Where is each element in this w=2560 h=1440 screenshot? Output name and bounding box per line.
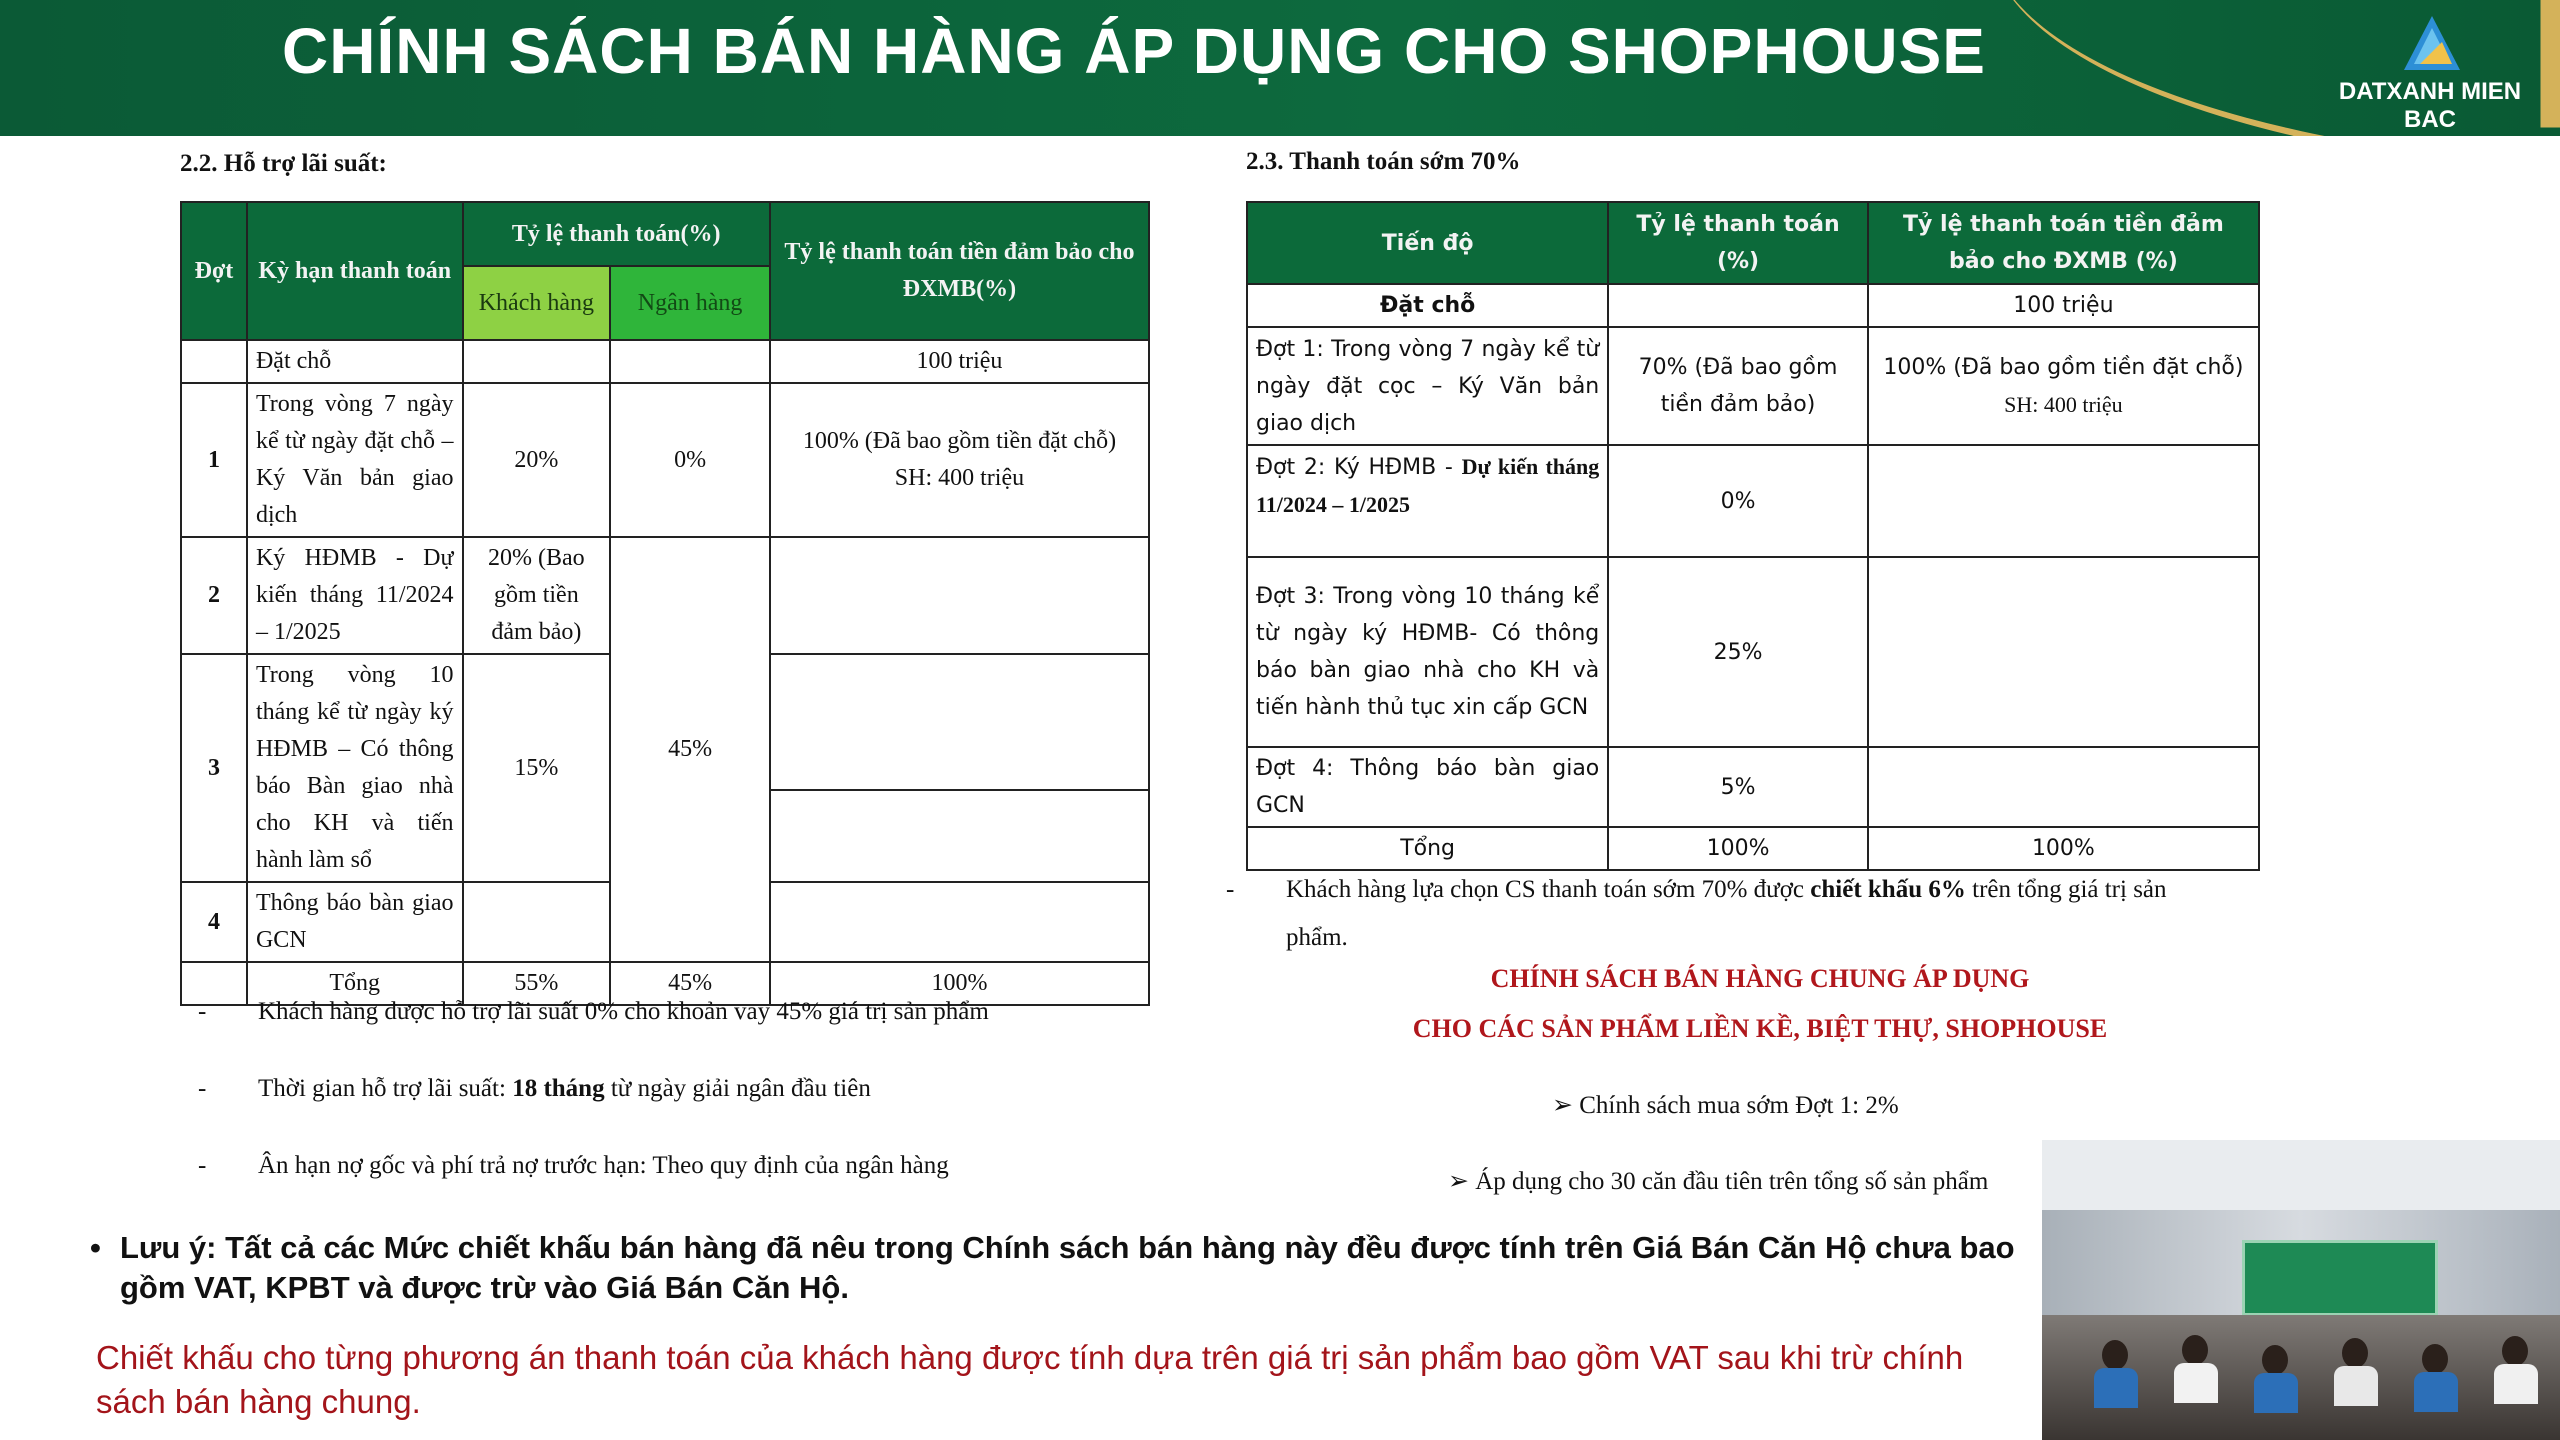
cell-customer: 20% (Bao gồm tiền đảm bảo)	[463, 537, 611, 654]
cell-total-label: Tổng	[247, 962, 463, 1005]
cell-payment: 0%	[1608, 445, 1868, 557]
table-row	[181, 383, 1149, 537]
header-payment-rate: Tỷ lệ thanh toán(%)	[463, 202, 770, 266]
header-banner	[0, 0, 2560, 136]
cell-term: Thông báo bàn giao GCN	[247, 882, 463, 962]
video-overlay	[2042, 1140, 2560, 1440]
cell-customer: 20%	[463, 383, 611, 537]
cell-progress: Đợt 1: Trong vòng 7 ngày kể từ ngày đặt cọc – Ký Văn bản giao dịch	[1247, 327, 1608, 445]
cell-deposit: 100 triệu	[770, 340, 1149, 383]
audience-head	[2342, 1338, 2368, 1368]
cell-dot: 1	[181, 383, 247, 537]
cell-total-label: Tổng	[1247, 827, 1608, 870]
cell-deposit: 100% (Đã bao gồm tiền đặt chỗ)	[1883, 355, 2244, 380]
cell-payment: 25%	[1608, 557, 1868, 747]
cell-term: Đặt chỗ	[247, 340, 463, 383]
arrow-bullet-icon: ➢	[1552, 1092, 1573, 1119]
header-progress: Tiến độ	[1247, 202, 1608, 284]
cell-bank: 0%	[610, 383, 770, 537]
audience-head	[2502, 1336, 2528, 1366]
audience-head	[2422, 1344, 2448, 1374]
page-title: CHÍNH SÁCH BÁN HÀNG ÁP DỤNG CHO SHOPHOUSE	[282, 15, 1986, 87]
audience-head	[2182, 1335, 2208, 1365]
company-logo	[2310, 14, 2550, 133]
arrow-item-first-30: ➢ Áp dụng cho 30 căn đầu tiên trên tổng số sản phẩm	[1448, 1168, 1989, 1195]
arrow-item-early-purchase: ➢ Chính sách mua sớm Đợt 1: 2%	[1552, 1092, 1899, 1119]
video-projector-screen	[2242, 1240, 2438, 1316]
header-customer: Khách hàng	[463, 266, 611, 340]
cell-dot: 3	[181, 654, 247, 882]
header-term: Kỳ hạn thanh toán	[247, 202, 463, 340]
cell-total-deposit: 100%	[1868, 827, 2259, 870]
cell-total-customer: 55%	[463, 962, 611, 1005]
table-row	[181, 537, 1149, 654]
early-payment-table	[1246, 201, 2260, 871]
table-row	[1247, 557, 2259, 747]
cell-deposit-sh: SH: 400 triệu	[2004, 392, 2123, 417]
audience-shirt	[2254, 1373, 2298, 1413]
audience-shirt	[2414, 1372, 2458, 1412]
video-ceiling	[2042, 1140, 2560, 1210]
cell-total-deposit: 100%	[770, 962, 1149, 1005]
header-dot: Đợt	[181, 202, 247, 340]
cell-total-bank: 45%	[610, 962, 770, 1005]
table-row	[1247, 327, 2259, 445]
cell-progress: Đợt 4: Thông báo bàn giao GCN	[1247, 747, 1608, 827]
header-deposit-rate: Tỷ lệ thanh toán tiền đảm bảo cho ĐXMB(%)	[770, 202, 1149, 340]
cell-term: Trong vòng 10 tháng kể từ ngày ký HĐMB – Có thông báo Bàn giao nhà cho KH và tiến hành làm sổ	[247, 654, 463, 882]
discount-footer: Chiết khấu cho từng phương án thanh toán của khách hàng được tính dựa trên giá trị sản phẩm bao gồm VAT sau khi trừ chính sách bán hàng chung.	[96, 1339, 1964, 1420]
logo-text: DATXANH MIEN BAC	[2338, 78, 2522, 133]
interest-support-title: 2.2. Hỗ trợ lãi suất:	[180, 150, 387, 177]
table-row	[181, 340, 1149, 383]
early-payment-title: 2.3. Thanh toán sớm 70%	[1246, 148, 1521, 175]
cell-total-payment: 100%	[1608, 827, 1868, 870]
table-row	[1247, 445, 2259, 557]
cell-deposit: 100 triệu	[1868, 284, 2259, 327]
table-row-total	[1247, 827, 2259, 870]
cell-dot: 2	[181, 537, 247, 654]
interest-support-table	[180, 201, 1150, 1006]
logo-triangle-icon	[2402, 14, 2462, 74]
cell-dot: 4	[181, 882, 247, 962]
right-bullet: - Khách hàng lựa chọn CS thanh toán sớm 70% được chiết khấu 6% trên tổng giá trị sản phẩm.	[1226, 876, 2167, 951]
cell-deposit-sh: SH: 400 triệu	[894, 465, 1025, 491]
audience-shirt	[2494, 1364, 2538, 1404]
arrow-bullet-icon: ➢	[1448, 1168, 1469, 1195]
cell-payment: 5%	[1608, 747, 1868, 827]
audience-head	[2102, 1340, 2128, 1370]
audience-shirt	[2334, 1366, 2378, 1406]
header-bank: Ngân hàng	[610, 266, 770, 340]
table-row	[1247, 284, 2259, 327]
cell-customer: 15%	[463, 654, 611, 882]
general-policy-title-1: CHÍNH SÁCH BÁN HÀNG CHUNG ÁP DỤNG	[1490, 964, 2030, 993]
audience-head	[2262, 1345, 2288, 1375]
cell-progress: Đợt 2: Ký HĐMB - Dự kiến tháng 11/2024 – 1/2025	[1247, 445, 1608, 557]
audience-shirt	[2174, 1363, 2218, 1403]
cell-term: Ký HĐMB - Dự kiến tháng 11/2024 – 1/2025	[247, 537, 463, 654]
audience-shirt	[2094, 1368, 2138, 1408]
general-policy-title-2: CHO CÁC SẢN PHẨM LIỀN KỀ, BIỆT THỰ, SHOPHOUSE	[1412, 1014, 2108, 1043]
header-payment-rate: Tỷ lệ thanh toán (%)	[1608, 202, 1868, 284]
cell-bank-merged: 45%	[610, 537, 770, 962]
cell-term: Trong vòng 7 ngày kể từ ngày đặt chỗ – Ký Văn bản giao dịch	[247, 383, 463, 537]
cell-progress: Đợt 3: Trong vòng 10 tháng kể từ ngày ký HĐMB- Có thông báo bàn giao nhà cho KH và tiến hành thủ tục xin cấp GCN	[1247, 557, 1608, 747]
cell-progress: Đặt chỗ	[1247, 284, 1608, 327]
cell-payment: 70% (Đã bao gồm tiền đảm bảo)	[1608, 327, 1868, 445]
cell-deposit: 100% (Đã bao gồm tiền đặt chỗ)	[802, 428, 1117, 454]
header-deposit-rate: Tỷ lệ thanh toán tiền đảm bảo cho ĐXMB (%)	[1868, 202, 2259, 284]
table-row	[1247, 747, 2259, 827]
